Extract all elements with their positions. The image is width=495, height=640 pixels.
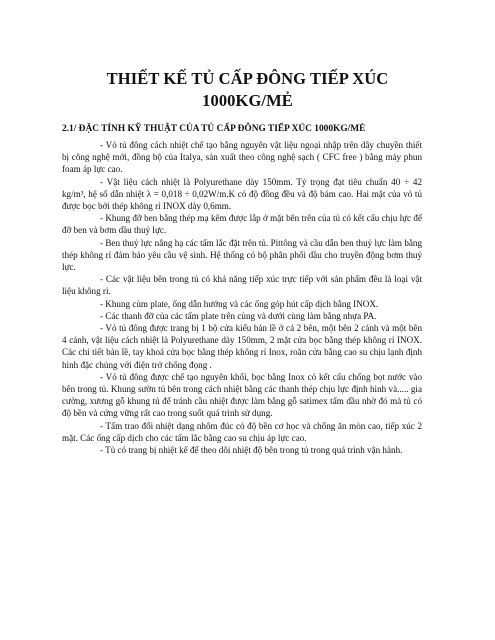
title-line-2: 1000KG/MẺ (202, 91, 293, 110)
paragraph: - Vật liệu cách nhiệt là Polyurethane dày 150mm. Tỷ trọng đạt tiêu chuẩn 40 ÷ 42 kg/m³, hệ số dẫn nhiệt λ = 0,018 ÷ 0,02W/m.K có độ đồng đều và độ bám cao. Hai mặt của vỏ tủ được bọc bởi thép không rỉ INOX dày 0,6mm. (62, 176, 422, 212)
paragraph: - Vỏ tủ đông được chế tạo nguyên khối, bọc bằng Inox có kết cấu chống bọt nước vào bên trong tủ. Khung sườn tủ bên trong cách nhiệt bằng các thanh thép chịu lực định hình và..... gia cường, xương gỗ khung tủ để tránh cầu nhiệt được làm bằng gỗ satimex tẩm dầu nhờ đó mà tủ có độ bền và cứng vững rất cao trong suốt quá trình sử dụng. (62, 371, 422, 419)
section-heading: 2.1/ ĐẶC TÍNH KỸ THUẬT CỦA TỦ CẤP ĐÔNG TIẾP XÚC 1000KG/MẺ (62, 124, 366, 134)
paragraph: - Các thanh đỡ của các tấm plate trên cùng và dưới cùng làm bằng nhựa PA. (100, 310, 377, 321)
paragraph: - Các vật liệu bên trong tủ có khả năng tiếp xúc trực tiếp với sản phẩm đều là loại vật liệu không rỉ. (62, 274, 422, 297)
document-title (60, 68, 435, 112)
paragraph: - Vỏ tủ đông cách nhiệt chế tạo bằng nguyên vật liệu ngoại nhập trên dây chuyền thiết bị công nghệ mới, đồng bộ của Italya, sản xuất theo công nghệ sạch ( CFC free ) bằng máy phun foam áp lực cao. (62, 140, 422, 175)
paragraph: - Tấm trao đổi nhiệt dạng nhôm đúc có độ bền cơ học và chống ăn mòn cao, tiếp xúc 2 mặt. Các ống cấp dịch cho các tấm lắc bằng cao su chịu áp lực cao. (62, 420, 422, 443)
paragraph: - Vỏ tủ đông được trang bị 1 bộ cửa kiểu bản lề ở cả 2 bên, một bên 2 cánh và một bên 4 cánh, vật liệu cách nhiệt là Polyurethane dày 150mm, 2 mặt cửa bọc bằng thép không rỉ INOX. Các chi tiết bản lề, tay khoá cửa bọc bằng thép không rỉ Inox, roăn cửa bằng cao su chịu lạnh định hình đặc chủng với điện trở chống đọng . (62, 323, 422, 370)
paragraph: - Tủ có trang bị nhiệt kế để theo dõi nhiệt độ bên trong tủ trong quá trình vận hành. (100, 445, 403, 456)
paragraph: - Khung đỡ ben bằng thép mạ kẽm được lắp ở mặt bên trên của tủ có kết cấu chịu lực để đỡ ben và bơm dầu thuỷ lực. (62, 213, 422, 236)
document-body (62, 139, 422, 456)
paragraph: - Khung cùm plate, ống dẫn hướng và các ống góp hút cấp dịch bằng INOX. (100, 298, 379, 309)
paragraph: - Ben thuỷ lực nâng hạ các tấm lắc đặt trên tủ. Pittông và cầu dẫn ben thuỷ lực làm bằng thép không rỉ đảm bảo yêu cầu vệ sinh. Hệ thống có bộ phân phối dầu cho truyền động bơm thuỷ lực. (62, 237, 422, 273)
title-line-1: THIẾT KẾ TỦ CẤP ĐÔNG TIẾP XÚC (106, 69, 389, 88)
